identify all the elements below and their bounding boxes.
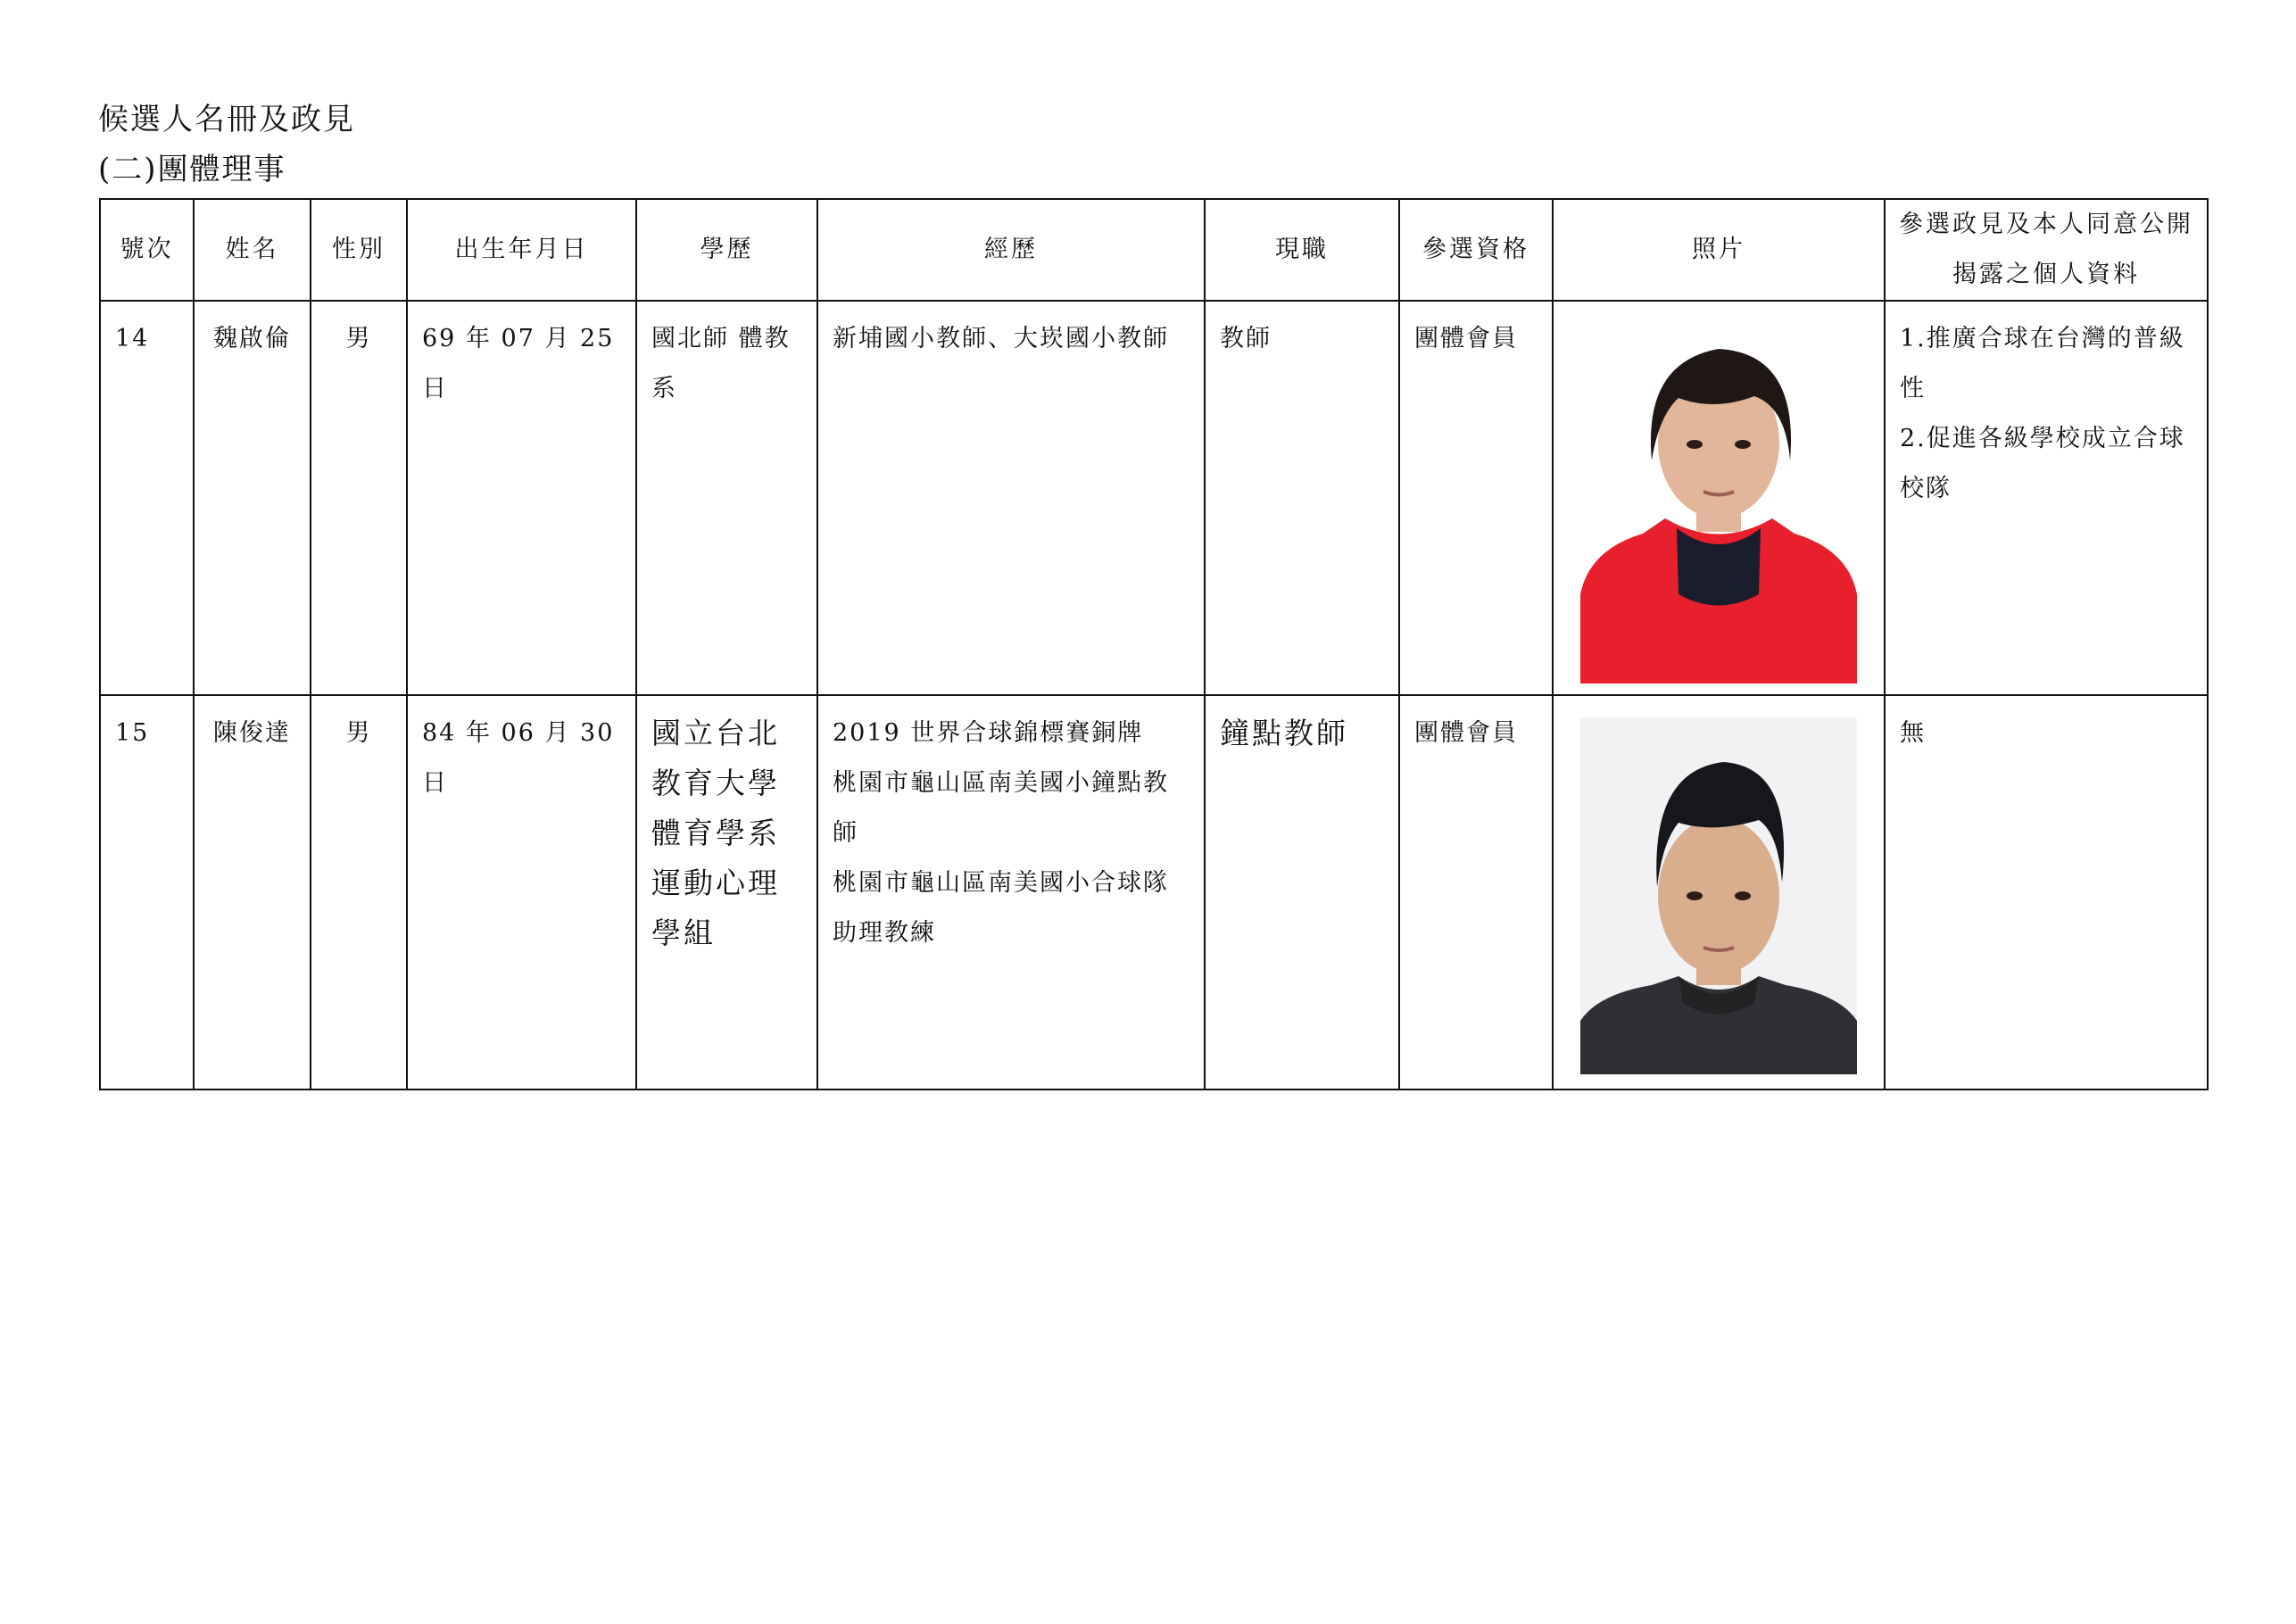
candidate-photo [1580, 327, 1857, 684]
cell-photo [1553, 301, 1885, 695]
cell-name: 陳俊達 [194, 695, 311, 1090]
cell-photo [1553, 695, 1885, 1090]
header-photo: 照片 [1553, 199, 1885, 301]
document-title: 候選人名冊及政見 [98, 102, 355, 137]
photo-eye-right [1735, 440, 1751, 449]
cell-education: 國北師 體教系 [636, 301, 817, 695]
cell-current-position: 教師 [1205, 301, 1399, 695]
header-current-position: 現職 [1205, 199, 1399, 301]
cell-number: 15 [100, 695, 194, 1090]
cell-name: 魏啟倫 [194, 301, 311, 695]
cell-experience: 新埔國小教師、大崁國小教師 [817, 301, 1205, 695]
cell-qualification: 團體會員 [1399, 695, 1553, 1090]
candidate-photo [1580, 717, 1857, 1074]
experience-line: 桃園市龜山區南美國小鐘點教師 [833, 769, 1169, 847]
document-subtitle: (二)團體理事 [98, 152, 286, 187]
cell-experience [817, 695, 1205, 1090]
header-qualification: 參選資格 [1399, 199, 1553, 301]
header-name: 姓名 [194, 199, 311, 301]
photo-eye-right [1735, 891, 1751, 900]
header-number: 號次 [100, 199, 194, 301]
header-education: 學歷 [636, 199, 817, 301]
cell-gender: 男 [311, 695, 407, 1090]
table-row [100, 301, 2208, 695]
platform-line: 無 [1900, 719, 1926, 747]
photo-eye-left [1687, 891, 1703, 900]
table-header-row [100, 199, 2208, 301]
cell-number: 14 [100, 301, 194, 695]
experience-line: 桃園市龜山區南美國小合球隊助理教練 [833, 869, 1169, 947]
platform-line: 2.促進各級學校成立合球校隊 [1900, 425, 2185, 502]
table-row [100, 695, 2208, 1090]
cell-qualification: 團體會員 [1399, 301, 1553, 695]
photo-eye-left [1687, 440, 1703, 449]
header-gender: 性別 [311, 199, 407, 301]
cell-education: 國立台北教育大學體育學系運動心理學組 [636, 695, 817, 1090]
platform-line: 1.推廣合球在台灣的普級性 [1900, 325, 2185, 402]
cell-birthdate: 69 年 07 月 25 日 [407, 301, 636, 695]
cell-platform [1885, 695, 2208, 1090]
experience-line: 2019 世界合球錦標賽銅牌 [833, 719, 1144, 747]
header-birthdate: 出生年月日 [407, 199, 636, 301]
cell-platform [1885, 301, 2208, 695]
cell-gender: 男 [311, 301, 407, 695]
cell-birthdate: 84 年 06 月 30 日 [407, 695, 636, 1090]
header-platform: 參選政見及本人同意公開揭露之個人資料 [1885, 199, 2208, 301]
header-experience: 經歷 [817, 199, 1205, 301]
cell-current-position: 鐘點教師 [1205, 695, 1399, 1090]
candidate-roster-table [99, 198, 2209, 1090]
